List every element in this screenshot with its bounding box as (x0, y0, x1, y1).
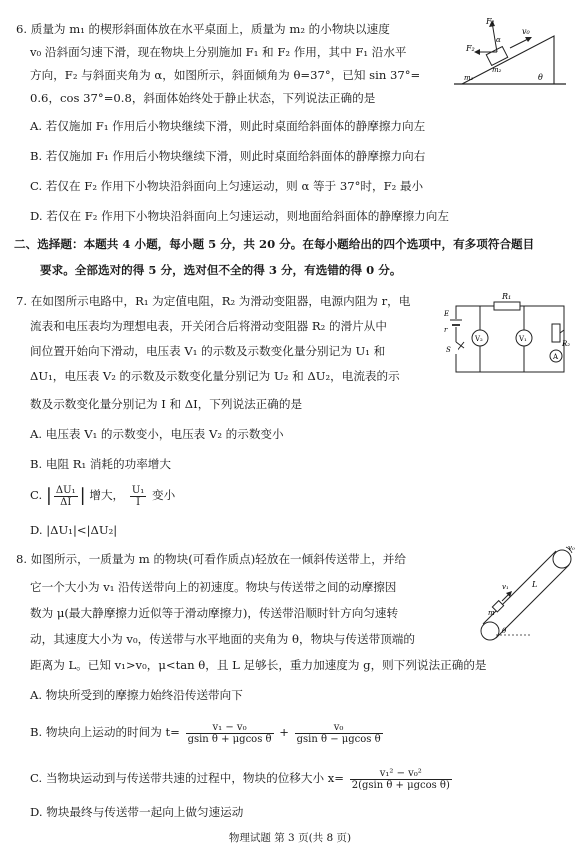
q6-fig-m1: m₁ (464, 74, 474, 82)
q7-fig-a: A (553, 353, 559, 361)
q8-c-frac-den: 2(gsin θ + μgcos θ) (351, 779, 450, 791)
q8-stem-line-2: 它一个大小为 v₁ 沿传送带向上的初速度。物块与传送带之间的动摩擦因 (30, 580, 397, 594)
q8-option-b-plus: + (279, 725, 289, 739)
section-2-line-2: 要求。全部选对的得 5 分，选对但不全的得 3 分，有选错的得 0 分。 (40, 263, 402, 277)
q8-option-c (30, 762, 454, 794)
q6-stem-line-2: v₀ 沿斜面匀速下滑，现在物块上分别施加 F₁ 和 F₂ 作用，其中 F₁ 沿水平 (30, 45, 407, 59)
q6-stem-line-3: 方向，F₂ 与斜面夹角为 α，如图所示，斜面倾角为 θ=37°，已知 sin 37°= (30, 68, 421, 82)
q6-fig-f2: F₂ (466, 44, 475, 53)
q6-fig-m2: m₂ (492, 66, 502, 74)
q7-fig-r1: R₁ (502, 292, 512, 301)
q7-option-c-mid: 增大， (89, 488, 125, 502)
q8-fig-theta: θ (502, 627, 507, 635)
q6-fig-v0: v₀ (522, 27, 530, 36)
q8-c-frac-num: v₁² − v₀² (350, 768, 452, 780)
q7-stem-line-3: 间位置开始向下滑动，电压表 V₁ 的示数及示数变化量分别记为 U₁ 和 (30, 344, 386, 358)
q7-option-a: A. 电压表 V₁ 的示数变小，电压表 V₂ 的示数变小 (30, 427, 284, 441)
q7-fig-e: E (444, 310, 450, 318)
q6-option-d: D. 若仅在 F₂ 作用下小物块沿斜面向上匀速运动，则地面给斜面体的静摩擦力向左 (30, 209, 449, 223)
q7-fig-v2: V₂ (475, 335, 483, 343)
q6-fig-alpha: α (496, 36, 501, 44)
q8-stem-line-4: 动，其速度大小为 v₀，传送带与水平地面的夹角为 θ，物块与传送带顶端的 (30, 632, 415, 646)
q6-option-b: B. 若仅施加 F₁ 作用后小物块继续下滑，则此时桌面给斜面体的静摩擦力向右 (30, 149, 426, 163)
q8-stem-line-3: 数为 μ(最大静摩擦力近似等于滑动摩擦力)，传送带沿顺时针方向匀速转 (30, 606, 399, 620)
q7-option-c: C. | $\frac{\text{ΔU₁}}{\Delta I}$ | 增大， $\frac{\text{U₁}}{I}$ 变小 (30, 484, 176, 508)
q7-stem-line-5: 数及示数变化量分别记为 I 和 ΔI，下列说法正确的是 (30, 397, 303, 411)
q8-stem-line-1: 8. 如图所示，一质量为 m 的物块(可看作质点)轻放在一倾斜传送带上，并给 (16, 552, 406, 566)
q8-b-frac1-num: v₁ − v₀ (186, 722, 274, 734)
q8-fig-v0: v₀ (568, 545, 575, 552)
q8-fig-l: L (532, 580, 538, 589)
q7-c-frac1-num: ΔU₁ (55, 484, 76, 496)
q7-stem-line-1: 7. 在如图所示电路中，R₁ 为定值电阻，R₂ 为滑动变阻器，电源内阻为 r，电 (16, 294, 411, 308)
q7-c-frac2-num: U₁ (131, 484, 145, 496)
q7-c-frac2-den: I (136, 496, 141, 508)
q6-incline-figure (452, 14, 568, 90)
q8-b-frac1-den: gsin θ + μgcos θ (187, 733, 272, 745)
q7-fig-v1: V₁ (519, 335, 527, 343)
q6-fig-theta: θ (538, 73, 543, 82)
q7-option-c-prefix: C. (30, 488, 43, 502)
q8-stem-line-5: 距离为 L。已知 v₁>v₀，μ<tan θ，且 L 足够长，重力加速度为 g，则下列说法正确的是 (30, 658, 487, 672)
q7-fig-r: r (444, 326, 448, 334)
q7-stem-line-4: ΔU₁，电压表 V₂ 的示数及示数变化量分别记为 U₂ 和 ΔU₂，电流表的示 (30, 369, 400, 383)
page-footer: 物理试题 第 3 页(共 8 页) (228, 832, 352, 844)
q8-fig-v1: v₁ (502, 583, 509, 591)
q8-option-c-prefix: C. 当物块运动到与传送带共速的过程中，物块的位移大小 x= (30, 771, 345, 785)
q8-b-frac2-den: gsin θ − μgcos θ (296, 733, 381, 745)
q8-fig-m: m (488, 609, 495, 617)
q8-conveyor-figure (472, 545, 576, 645)
q7-option-b: B. 电阻 R₁ 消耗的功率增大 (30, 457, 171, 471)
q7-option-d: D. |ΔU₁|<|ΔU₂| (30, 523, 118, 537)
q8-option-b-prefix: B. 物块向上运动的时间为 t= (30, 725, 180, 739)
q7-stem-line-2: 流表和电压表均为理想电表，开关闭合后将滑动变阻器 R₂ 的滑片从中 (30, 319, 387, 333)
q8-option-a: A. 物块所受到的摩擦力始终沿传送带向下 (30, 688, 243, 702)
q7-circuit-figure (444, 290, 570, 380)
q8-b-frac2-num: v₀ (295, 722, 383, 734)
section-2-line-1: 二、选择题：本题共 4 小题，每小题 5 分，共 20 分。在每小题给出的四个选项中，有多项符合题目 (14, 237, 535, 251)
q6-stem-line-1: 6. 质量为 m₁ 的楔形斜面体放在水平桌面上，质量为 m₂ 的小物块以速度 (16, 22, 390, 36)
q7-c-frac1-den: ΔI (60, 496, 72, 508)
q8-option-d: D. 物块最终与传送带一起向上做匀速运动 (30, 805, 244, 819)
q7-fig-s: S (446, 346, 451, 354)
q6-option-a: A. 若仅施加 F₁ 作用后小物块继续下滑，则此时桌面给斜面体的静摩擦力向左 (30, 119, 426, 133)
q6-fig-f1: F₁ (486, 17, 495, 26)
q6-stem-line-4: 0.6，cos 37°=0.8，斜面体始终处于静止状态，下列说法正确的是 (30, 91, 376, 105)
q7-option-c-suffix: 变小 (151, 488, 176, 502)
q7-fig-r2: R₂ (562, 340, 570, 348)
q8-option-b (30, 716, 385, 748)
q6-option-c: C. 若仅在 F₂ 作用下小物块沿斜面向上匀速运动，则 α 等于 37°时，F₂ 最小 (30, 179, 424, 193)
